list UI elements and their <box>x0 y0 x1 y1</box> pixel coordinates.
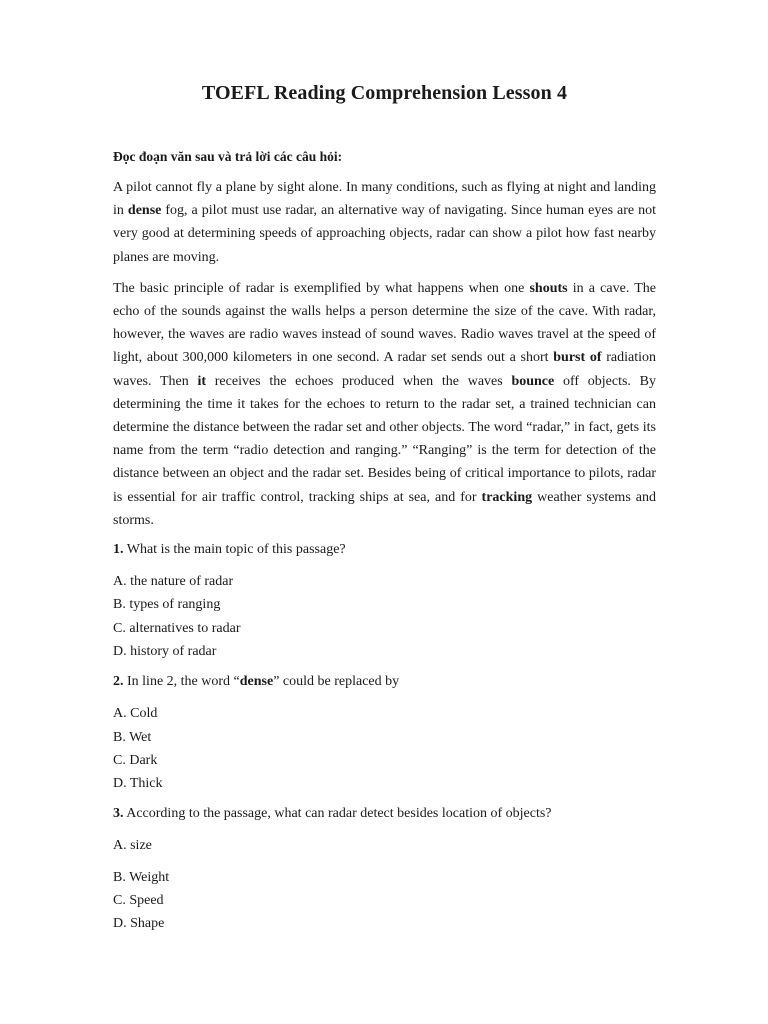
question-1 <box>113 540 656 560</box>
reading-passage <box>113 176 656 532</box>
answer-options <box>113 702 656 795</box>
passage-text: radiation waves. Then <box>113 350 656 389</box>
highlighted-word: dense <box>127 203 162 219</box>
passage-text: weather systems and storms. <box>113 489 656 528</box>
question-text: According to the passage, what can radar detect besides location of objects? <box>123 806 552 822</box>
answer-option: C. alternatives to radar <box>113 620 241 636</box>
passage-text: A pilot cannot fly a plane by sight alone. In many conditions, such as flying at night and landing in <box>113 180 656 219</box>
answer-option: C. Speed <box>113 893 164 909</box>
question-3 <box>113 804 656 824</box>
answer-option: B. types of ranging <box>113 597 221 613</box>
answer-option: C. Dark <box>113 752 158 768</box>
highlighted-word: it <box>197 373 207 389</box>
question-keyword: dense <box>239 674 274 690</box>
question-number: 2. <box>113 674 124 690</box>
highlighted-word: tracking <box>481 489 533 505</box>
question-text: In line 2, the word “ <box>123 674 240 690</box>
answer-options <box>113 834 656 935</box>
passage-text: in a cave. The echo of the sounds against the walls helps a person determine the size of the cave. With radar, however, the waves are radio waves instead of sound waves. Radio waves travel at the speed of light, about 300,000 kilometers in one second. A radar set sends out a short <box>113 280 656 366</box>
page-title: TOEFL Reading Comprehension Lesson 4 <box>201 82 568 104</box>
passage-text: The basic principle of radar is exemplified by what happens when one <box>113 280 530 296</box>
highlighted-word: burst of <box>553 350 602 366</box>
passage-text: off objects. By determining the time it takes for the echoes to return to the radar set, a trained technician can determine the distance between the radar set and other objects. The word “radar,” in fact, gets its name from the term “radio detection and ranging.” “Ranging” is the term for detection of the distance between an object and the radar set. Besides being of critical importance to pilots, radar is essential for air traffic control, tracking ships at sea, and for <box>113 373 656 505</box>
answer-option: B. Weight <box>113 869 170 885</box>
highlighted-word: bounce <box>511 373 555 389</box>
passage-paragraph <box>113 277 656 532</box>
answer-option: A. size <box>113 838 152 854</box>
instruction-text: Đọc đoạn văn sau và trả lời các câu hỏi: <box>113 149 343 164</box>
question-number: 1. <box>113 542 124 558</box>
passage-text: receives the echoes produced when the waves <box>206 373 512 389</box>
passage-text: fog, a pilot must use radar, an alternative way of navigating. Since human eyes are not very good at determining speeds of approaching objects, radar can show a pilot how fast nearby planes are moving. <box>113 203 657 265</box>
questions-section <box>113 540 656 936</box>
answer-option: A. Cold <box>113 706 158 722</box>
passage-paragraph <box>113 176 656 269</box>
highlighted-word: shouts <box>529 280 568 296</box>
answer-option: B. Wet <box>113 729 152 745</box>
answer-options <box>113 570 656 663</box>
question-number: 3. <box>113 806 124 822</box>
question-2 <box>113 672 656 692</box>
question-text: What is the main topic of this passage? <box>123 542 346 558</box>
answer-option: A. the nature of radar <box>113 574 234 590</box>
question-text-end: ” could be replaced by <box>273 674 400 690</box>
answer-option: D. history of radar <box>113 643 217 659</box>
answer-option: D. Shape <box>113 916 165 932</box>
answer-option: D. Thick <box>113 776 163 792</box>
